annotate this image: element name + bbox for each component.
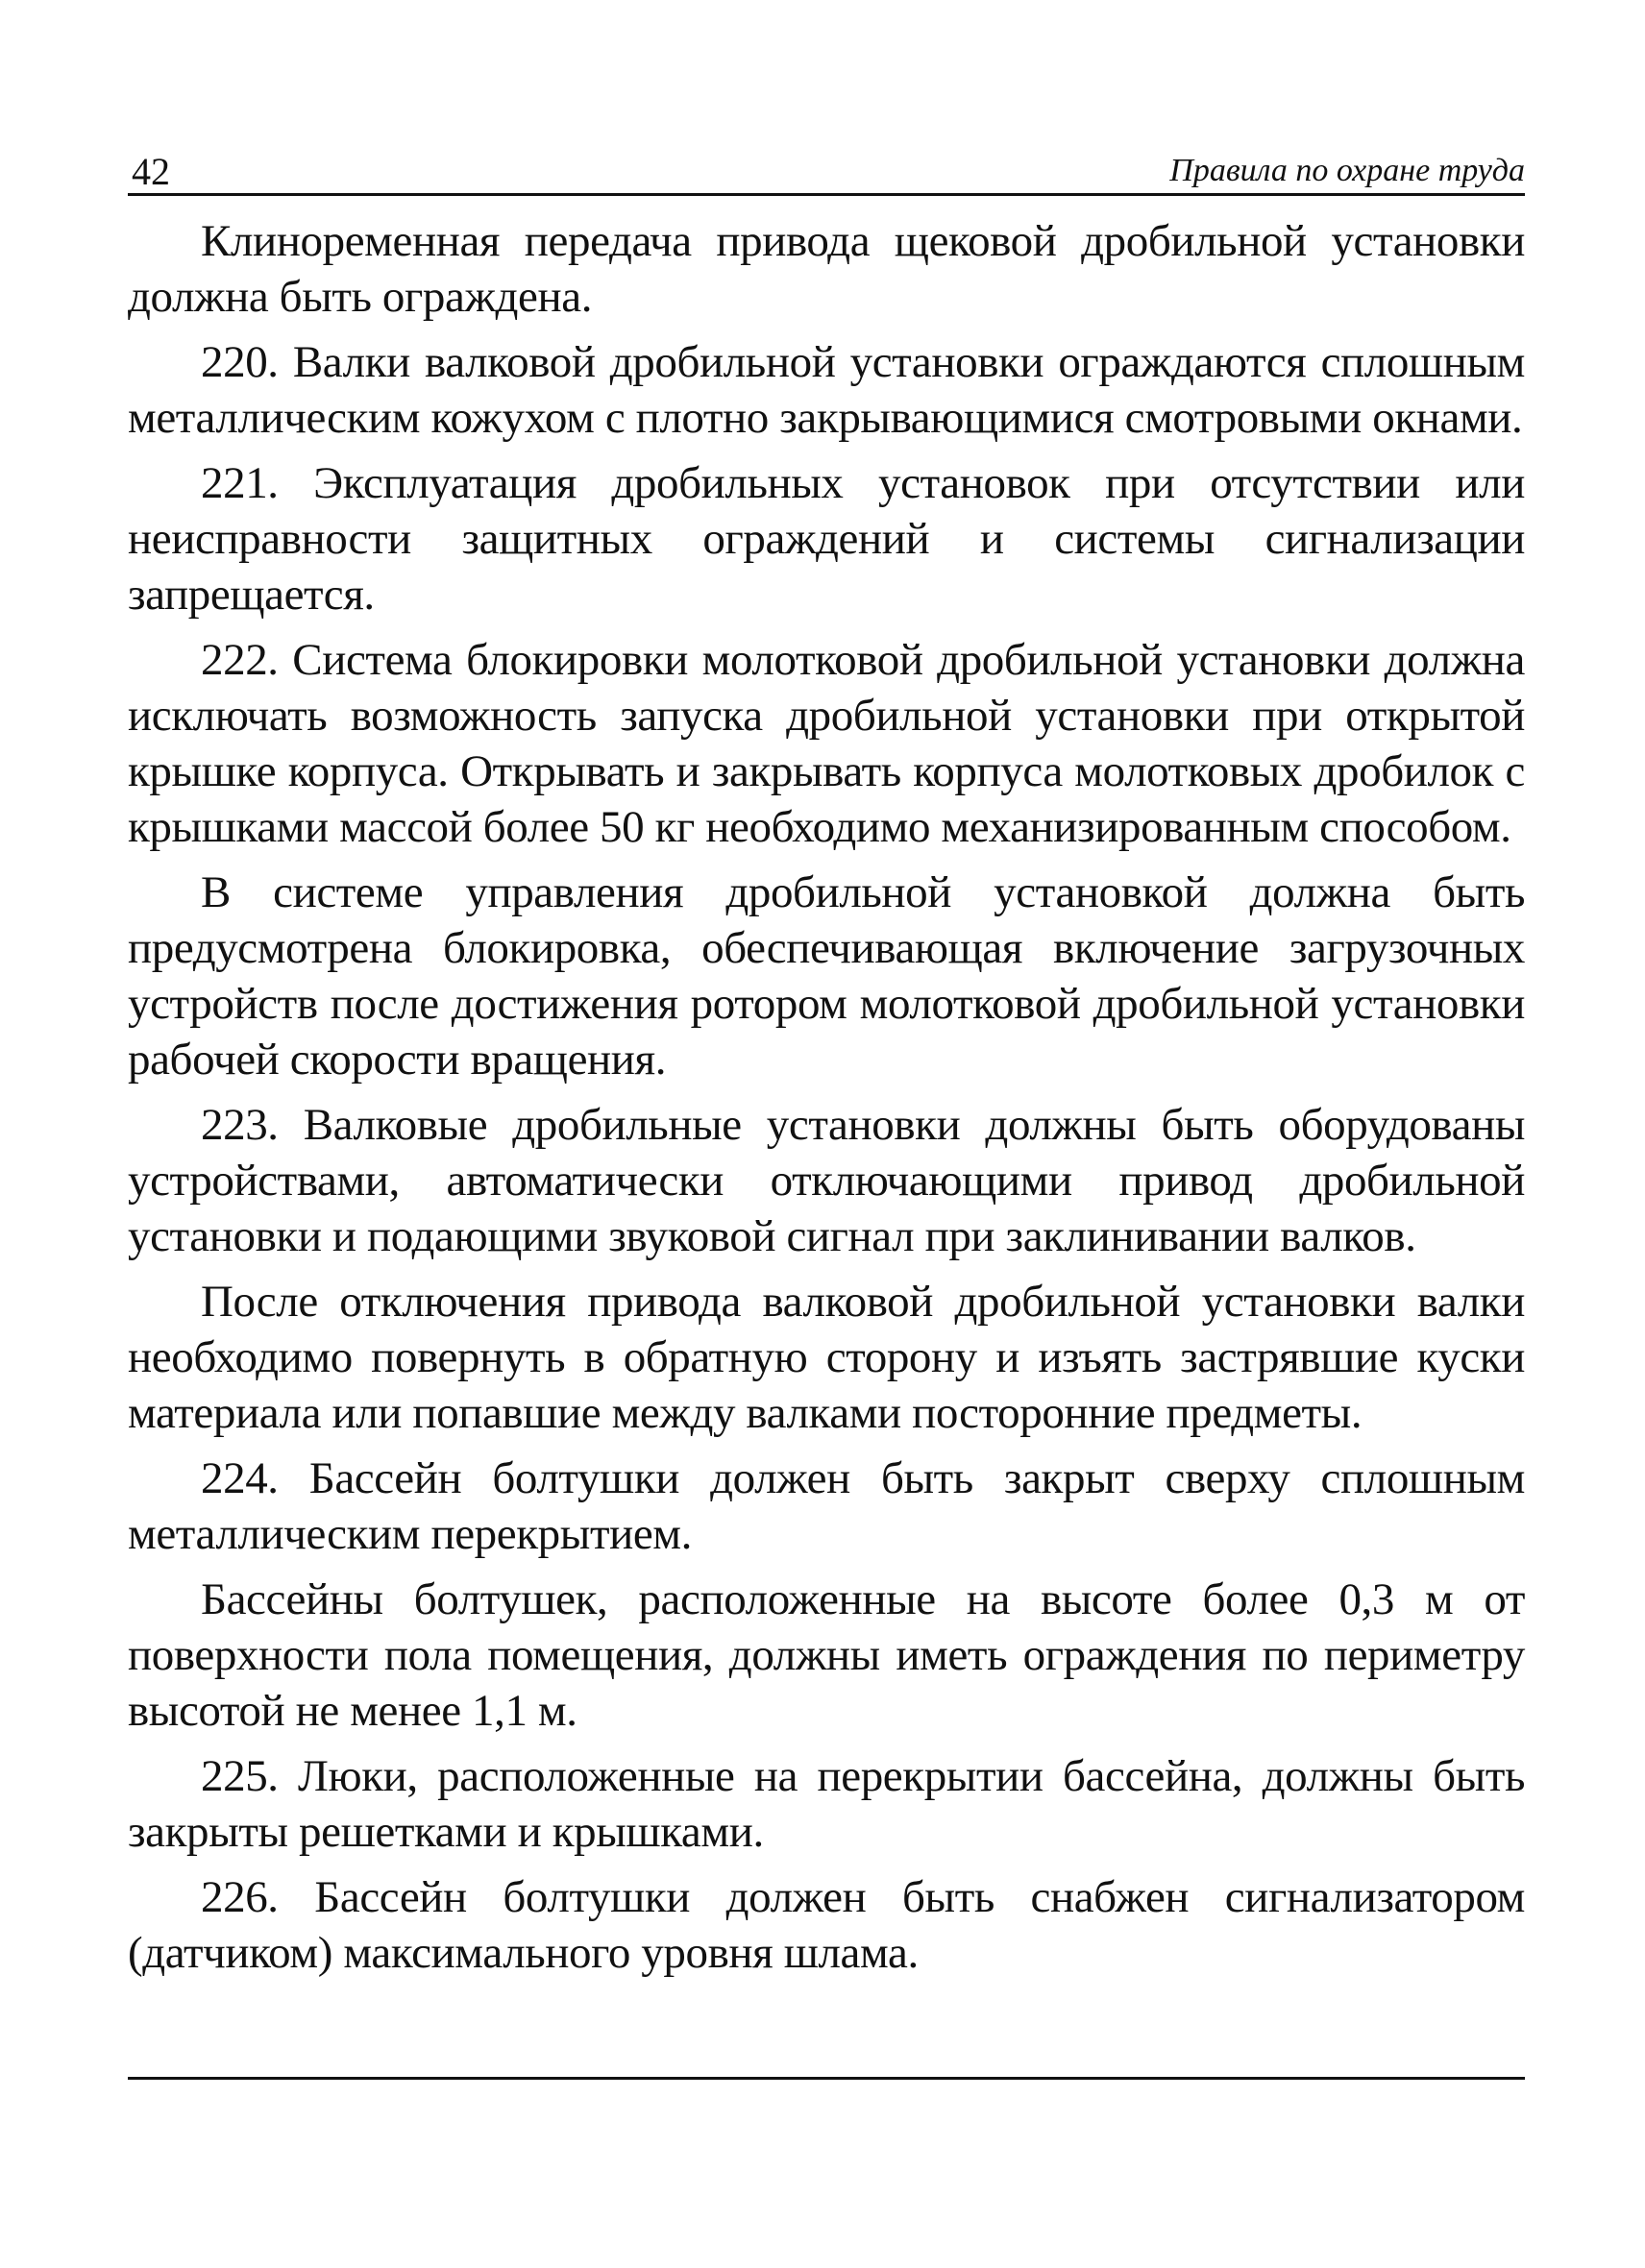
paragraph-224: 224. Бассейн болтушки должен быть закрыт сверху сплошным металлическим перекрытием. [128,1453,1525,1559]
running-header [128,146,1525,196]
paragraph-221: 221. Эксплуатация дробильных установок при отсутствии или неисправности защитных ограждений и системы сигнализации запрещается. [128,458,1525,620]
paragraph-223-reverse: После отключения привода валковой дробильной установки валки необходимо повернуть в обратную сторону и изъять застрявшие куски материала или попавшие между валками посторонние предметы. [128,1277,1525,1438]
bottom-rule [128,2077,1525,2080]
running-title: Правила по охране труда [1169,153,1525,188]
paragraph-225: 225. Люки, расположенные на перекрытии бассейна, должны быть закрыты решетками и крышками. [128,1751,1525,1857]
paragraph-v-belt-guard: Клиноременная передача привода щековой дробильной установки должна быть ограждена. [128,216,1525,322]
paragraph-223: 223. Валковые дробильные установки должны быть оборудованы устройствами, автоматически отключающими привод дробильной установки и подающими звуковой сигнал при заклинивании валков. [128,1100,1525,1261]
paragraph-226: 226. Бассейн болтушки должен быть снабжен сигнализатором (датчиком) максимального уровня шлама. [128,1872,1525,1978]
paragraph-222-interlock: В системе управления дробильной установкой должна быть предусмотрена блокировка, обеспечивающая включение загрузочных устройств после достижения ротором молотковой дробильной установки рабочей скорости вращения. [128,867,1525,1085]
page-number: 42 [132,150,170,193]
body-text [128,213,1525,1990]
paragraph-220: 220. Валки валковой дробильной установки ограждаются сплошным металлическим кожухом с плотно закрывающимися смотровыми окнами. [128,337,1525,443]
paragraph-222: 222. Система блокировки молотковой дробильной установки должна исключать возможность запуска дробильной установки при открытой крышке корпуса. Открывать и закрывать корпуса молотковых дробилок с крышками массой более 50 кг необходимо механизированным способом. [128,635,1525,852]
paragraph-224-fencing: Бассейны болтушек, расположенные на высоте более 0,3 м от поверхности пола помещения, должны иметь ограждения по периметру высотой не менее 1,1 м. [128,1574,1525,1736]
